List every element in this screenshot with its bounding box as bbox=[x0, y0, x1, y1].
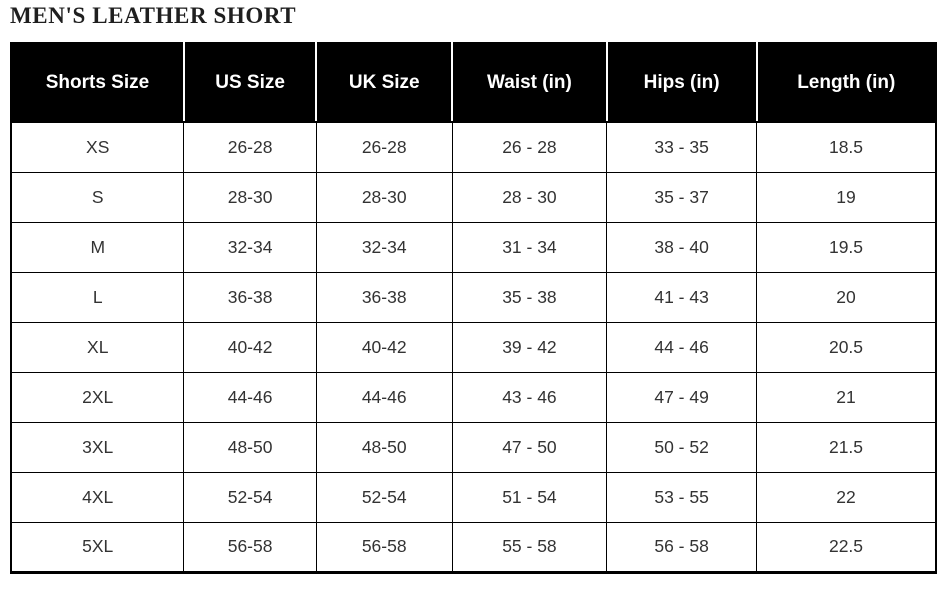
table-row bbox=[11, 422, 936, 472]
table-cell: 40-42 bbox=[184, 322, 316, 372]
table-cell: 40-42 bbox=[316, 322, 452, 372]
table-cell: 3XL bbox=[11, 422, 184, 472]
table-cell: 48-50 bbox=[316, 422, 452, 472]
table-cell: 21.5 bbox=[757, 422, 936, 472]
table-cell: 51 - 54 bbox=[452, 472, 606, 522]
table-cell: M bbox=[11, 222, 184, 272]
table-cell: 39 - 42 bbox=[452, 322, 606, 372]
table-row bbox=[11, 122, 936, 172]
table-cell: XL bbox=[11, 322, 184, 372]
table-cell: 4XL bbox=[11, 472, 184, 522]
table-row bbox=[11, 322, 936, 372]
table-cell: 55 - 58 bbox=[452, 522, 606, 572]
table-cell: XS bbox=[11, 122, 184, 172]
table-cell: 31 - 34 bbox=[452, 222, 606, 272]
table-cell: 56-58 bbox=[184, 522, 316, 572]
table-cell: 32-34 bbox=[184, 222, 316, 272]
table-row bbox=[11, 222, 936, 272]
table-row bbox=[11, 372, 936, 422]
table-row bbox=[11, 272, 936, 322]
table-cell: 20 bbox=[757, 272, 936, 322]
table-cell: 44-46 bbox=[184, 372, 316, 422]
column-header: Waist (in) bbox=[452, 43, 606, 122]
table-cell: 2XL bbox=[11, 372, 184, 422]
table-cell: 20.5 bbox=[757, 322, 936, 372]
table-cell: 21 bbox=[757, 372, 936, 422]
table-cell: 28-30 bbox=[316, 172, 452, 222]
table-cell: 19.5 bbox=[757, 222, 936, 272]
table-cell: 35 - 37 bbox=[607, 172, 757, 222]
page-title: MEN'S LEATHER SHORT bbox=[10, 3, 297, 28]
table-cell: 56-58 bbox=[316, 522, 452, 572]
table-cell: 43 - 46 bbox=[452, 372, 606, 422]
table-cell: 28 - 30 bbox=[452, 172, 606, 222]
column-header: Shorts Size bbox=[11, 43, 184, 122]
size-table-body bbox=[11, 122, 936, 572]
table-cell: S bbox=[11, 172, 184, 222]
column-header: Length (in) bbox=[757, 43, 936, 122]
table-cell: 38 - 40 bbox=[607, 222, 757, 272]
table-cell: 18.5 bbox=[757, 122, 936, 172]
table-cell: 47 - 49 bbox=[607, 372, 757, 422]
table-cell: 52-54 bbox=[184, 472, 316, 522]
table-cell: 36-38 bbox=[184, 272, 316, 322]
table-cell: 33 - 35 bbox=[607, 122, 757, 172]
table-row bbox=[11, 172, 936, 222]
table-cell: 22 bbox=[757, 472, 936, 522]
table-cell: 19 bbox=[757, 172, 936, 222]
table-cell: 56 - 58 bbox=[607, 522, 757, 572]
table-cell: 35 - 38 bbox=[452, 272, 606, 322]
size-table bbox=[10, 42, 937, 574]
table-cell: L bbox=[11, 272, 184, 322]
table-cell: 36-38 bbox=[316, 272, 452, 322]
table-cell: 48-50 bbox=[184, 422, 316, 472]
column-header: US Size bbox=[184, 43, 316, 122]
table-row bbox=[11, 472, 936, 522]
table-cell: 41 - 43 bbox=[607, 272, 757, 322]
table-cell: 26-28 bbox=[184, 122, 316, 172]
table-cell: 22.5 bbox=[757, 522, 936, 572]
table-cell: 44-46 bbox=[316, 372, 452, 422]
table-cell: 47 - 50 bbox=[452, 422, 606, 472]
table-cell: 53 - 55 bbox=[607, 472, 757, 522]
table-cell: 26-28 bbox=[316, 122, 452, 172]
table-cell: 44 - 46 bbox=[607, 322, 757, 372]
table-cell: 28-30 bbox=[184, 172, 316, 222]
table-cell: 5XL bbox=[11, 522, 184, 572]
table-cell: 32-34 bbox=[316, 222, 452, 272]
column-header: Hips (in) bbox=[607, 43, 757, 122]
table-cell: 52-54 bbox=[316, 472, 452, 522]
size-table-header-row bbox=[11, 43, 936, 122]
size-table-head bbox=[11, 43, 936, 122]
table-cell: 26 - 28 bbox=[452, 122, 606, 172]
table-cell: 50 - 52 bbox=[607, 422, 757, 472]
table-row bbox=[11, 522, 936, 572]
column-header: UK Size bbox=[316, 43, 452, 122]
